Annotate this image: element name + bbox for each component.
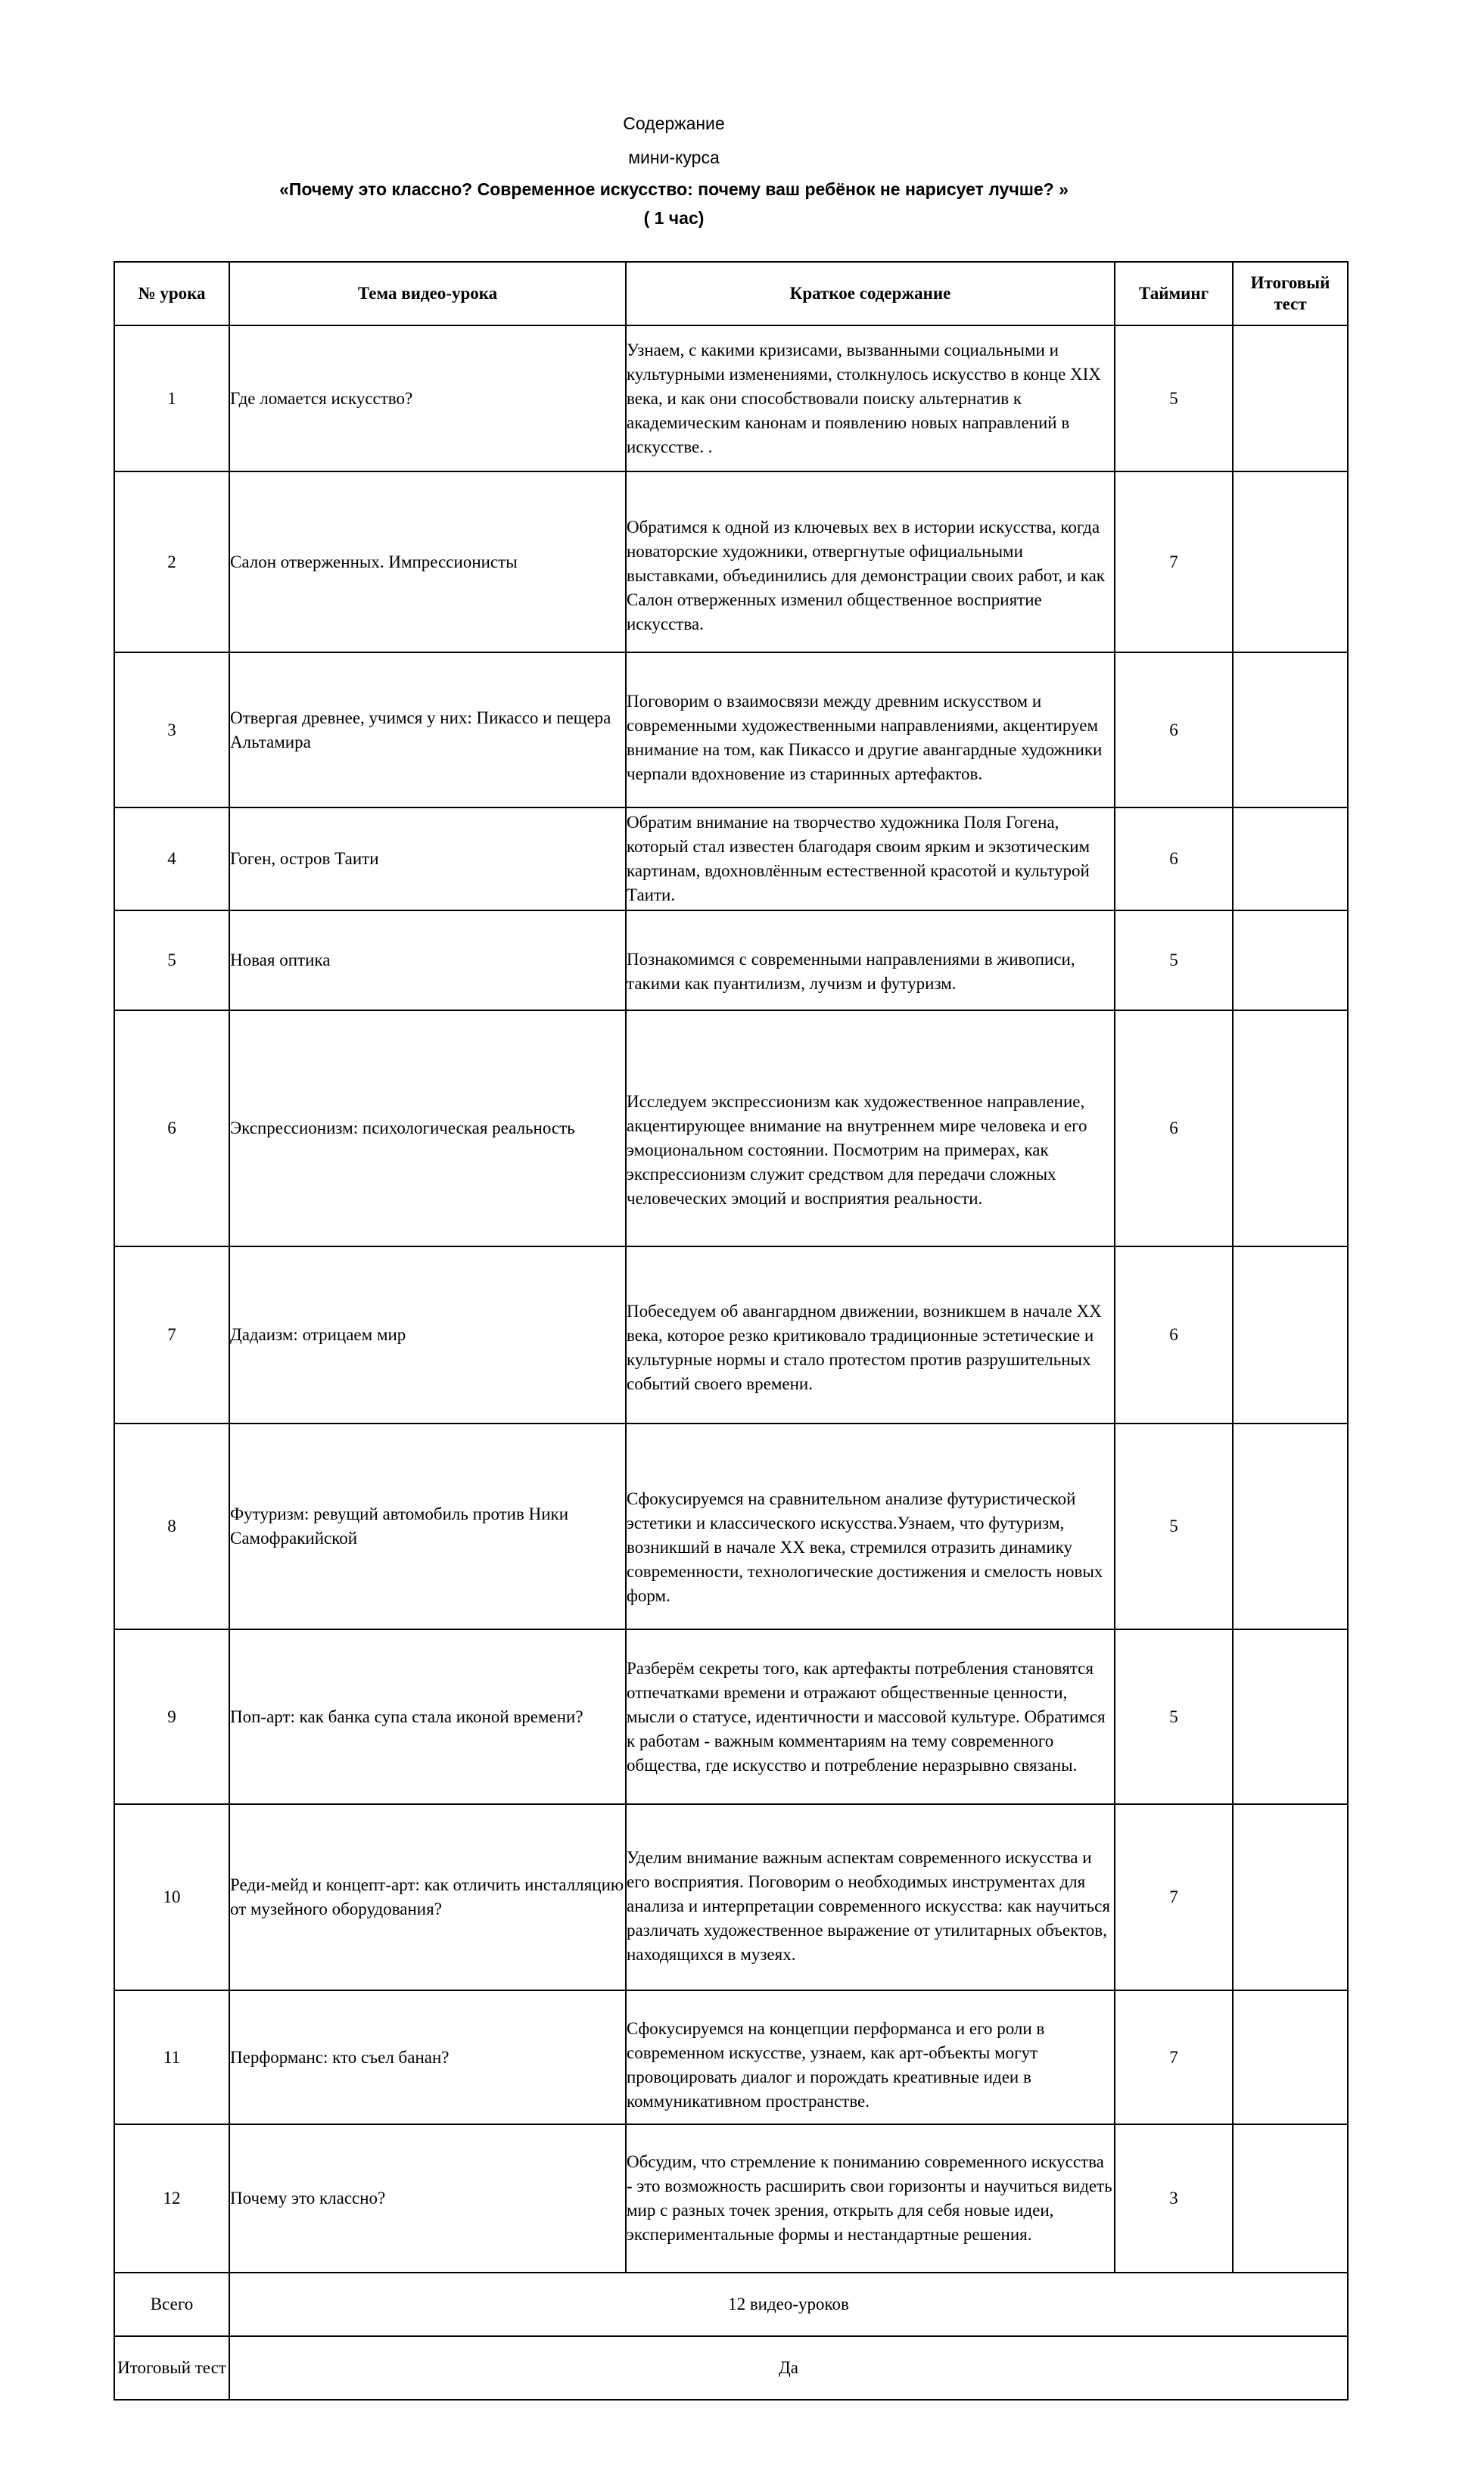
table-row	[114, 2124, 1348, 2273]
lesson-number: 4	[114, 807, 229, 910]
total-label: Всего	[114, 2273, 229, 2336]
lesson-topic: Поп-арт: как банка супа стала иконой времени?	[229, 1629, 626, 1804]
lesson-topic: Отвергая древнее, учимся у них: Пикассо и пещера Альтамира	[229, 652, 626, 807]
lesson-summary: Исследуем экспрессионизм как художественное направление, акцентирующее внимание на внутреннем мире человека и его эмоциональном состоянии. Посмотрим на примерах, как экспрессионизм служит средством для передачи сложных человеческих эмоций и восприятия реальности.	[626, 1010, 1115, 1246]
lesson-test	[1233, 1629, 1348, 1804]
lesson-topic: Экспрессионизм: психологическая реальность	[229, 1010, 626, 1246]
lesson-summary: Разберём секреты того, как артефакты потребления становятся отпечатками времени и отражают общественные ценности, мысли о статусе, идентичности и массовой культуре. Обратимся к работам - важным комментариям на тему современного общества, где искусство и потребление неразрывно связаны.	[626, 1629, 1115, 1804]
col-header-final-test: Итоговый тест	[1233, 262, 1348, 325]
lesson-timing: 6	[1115, 652, 1233, 807]
lesson-number: 11	[114, 1990, 229, 2124]
lesson-test	[1233, 1804, 1348, 1990]
table-row	[114, 652, 1348, 807]
lesson-topic: Реди-мейд и концепт-арт: как отличить инсталляцию от музейного оборудования?	[229, 1804, 626, 1990]
lesson-timing: 3	[1115, 2124, 1233, 2273]
course-title: «Почему это классно? Современное искусство: почему ваш ребёнок не нарисует лучше? »	[279, 179, 1069, 199]
lesson-summary: Сфокусируемся на концепции перформанса и его роли в современном искусстве, узнаем, как арт-объекты могут провоцировать диалог и порождать креативные идеи в коммуникативном пространстве.	[626, 1990, 1115, 2124]
lesson-test	[1233, 807, 1348, 910]
lesson-timing: 6	[1115, 1246, 1233, 1424]
table-total-row	[114, 2273, 1348, 2336]
table-row	[114, 1629, 1348, 1804]
lesson-number: 7	[114, 1246, 229, 1424]
lesson-topic: Новая оптика	[229, 910, 626, 1010]
table-row	[114, 471, 1348, 652]
lesson-number: 6	[114, 1010, 229, 1246]
lesson-number: 12	[114, 2124, 229, 2273]
lesson-test	[1233, 2124, 1348, 2273]
lesson-topic: Почему это классно?	[229, 2124, 626, 2273]
lesson-number: 5	[114, 910, 229, 1010]
lesson-test	[1233, 1990, 1348, 2124]
lesson-test	[1233, 471, 1348, 652]
lesson-summary: Поговорим о взаимосвязи между древним искусством и современными художественными направлениями, акцентируем внимание на том, как Пикассо и другие авангардные художники черпали вдохновение из старинных артефактов.	[626, 652, 1115, 807]
lesson-number: 3	[114, 652, 229, 807]
lesson-timing: 7	[1115, 1990, 1233, 2124]
lesson-timing: 5	[1115, 1629, 1233, 1804]
lesson-summary: Побеседуем об авангардном движении, возникшем в начале XX века, которое резко критиковало традиционные эстетические и культурные нормы и стало протестом против разрушительных событий своего времени.	[626, 1246, 1115, 1424]
lesson-test	[1233, 1010, 1348, 1246]
final-test-value: Да	[229, 2336, 1348, 2400]
table-row	[114, 1424, 1348, 1629]
lesson-timing: 5	[1115, 910, 1233, 1010]
final-test-label: Итоговый тест	[114, 2336, 229, 2400]
lesson-summary: Узнаем, с какими кризисами, вызванными социальными и культурными изменениями, столкнулось искусство в конце XIX века, и как они способствовали поиску альтернатив к академическим канонам и появлению новых направлений в искусстве. .	[626, 325, 1115, 471]
lesson-test	[1233, 1246, 1348, 1424]
lesson-summary: Познакомимся с современными направлениями в живописи, такими как пуантилизм, лучизм и футуризм.	[626, 910, 1115, 1010]
table-header-row	[114, 262, 1348, 325]
lesson-timing: 6	[1115, 1010, 1233, 1246]
lesson-topic: Салон отверженных. Импрессионисты	[229, 471, 626, 652]
lesson-number: 2	[114, 471, 229, 652]
col-header-timing: Тайминг	[1115, 262, 1233, 325]
lesson-test	[1233, 325, 1348, 471]
table-row	[114, 1990, 1348, 2124]
lesson-timing: 7	[1115, 471, 1233, 652]
total-value: 12 видео-уроков	[229, 2273, 1348, 2336]
lessons-table	[114, 261, 1349, 2401]
lesson-topic: Перформанс: кто съел банан?	[229, 1990, 626, 2124]
table-row	[114, 1246, 1348, 1424]
lesson-summary: Обсудим, что стремление к пониманию современного искусства - это возможность расширить свои горизонты и научиться видеть мир с разных точек зрения, открыть для себя новые идеи, экспериментальные формы и нестандартные решения.	[626, 2124, 1115, 2273]
lesson-summary: Обратимся к одной из ключевых вех в истории искусства, когда новаторские художники, отвергнутые официальными выставками, объединились для демонстрации своих работ, и как Салон отверженных изменил общественное восприятие искусства.	[626, 471, 1115, 652]
lesson-timing: 6	[1115, 807, 1233, 910]
lesson-topic: Дадаизм: отрицаем мир	[229, 1246, 626, 1424]
lesson-summary: Обратим внимание на творчество художника Поля Гогена, который стал известен благодаря своим ярким и экзотическим картинам, вдохновлённым естественной красотой и культурой Таити.	[626, 807, 1115, 910]
lesson-number: 1	[114, 325, 229, 471]
doc-title-line-1: Содержание	[623, 114, 725, 133]
lesson-topic: Где ломается искусство?	[229, 325, 626, 471]
lesson-timing: 5	[1115, 1424, 1233, 1629]
lesson-number: 10	[114, 1804, 229, 1990]
lesson-test	[1233, 652, 1348, 807]
lesson-number: 9	[114, 1629, 229, 1804]
table-row	[114, 325, 1348, 471]
col-header-topic: Тема видео-урока	[229, 262, 626, 325]
col-header-summary: Краткое содержание	[626, 262, 1115, 325]
lesson-timing: 7	[1115, 1804, 1233, 1990]
col-header-number: № урока	[114, 262, 229, 325]
table-final-test-row	[114, 2336, 1348, 2400]
lesson-summary: Уделим внимание важным аспектам современного искусства и его восприятия. Поговорим о необходимых инструментах для анализа и интерпретации современного искусства: как научиться различать художественное выражение от утилитарных объектов, находящихся в музеях.	[626, 1804, 1115, 1990]
lesson-test	[1233, 1424, 1348, 1629]
lesson-test	[1233, 910, 1348, 1010]
lesson-summary: Сфокусируемся на сравнительном анализе футуристической эстетики и классического искусства.Узнаем, что футуризм, возникший в начале XX века, стремился отразить динамику современности, технологические достижения и смелость новых форм.	[626, 1424, 1115, 1629]
table-row	[114, 1804, 1348, 1990]
lesson-timing: 5	[1115, 325, 1233, 471]
course-duration: ( 1 час)	[643, 208, 705, 228]
doc-title-line-2: мини-курса	[628, 148, 720, 167]
table-row	[114, 1010, 1348, 1246]
lesson-topic: Футуризм: ревущий автомобиль против Ники Самофракийской	[229, 1424, 626, 1629]
table-row	[114, 910, 1348, 1010]
lesson-topic: Гоген, остров Таити	[229, 807, 626, 910]
lesson-number: 8	[114, 1424, 229, 1629]
table-row	[114, 807, 1348, 910]
